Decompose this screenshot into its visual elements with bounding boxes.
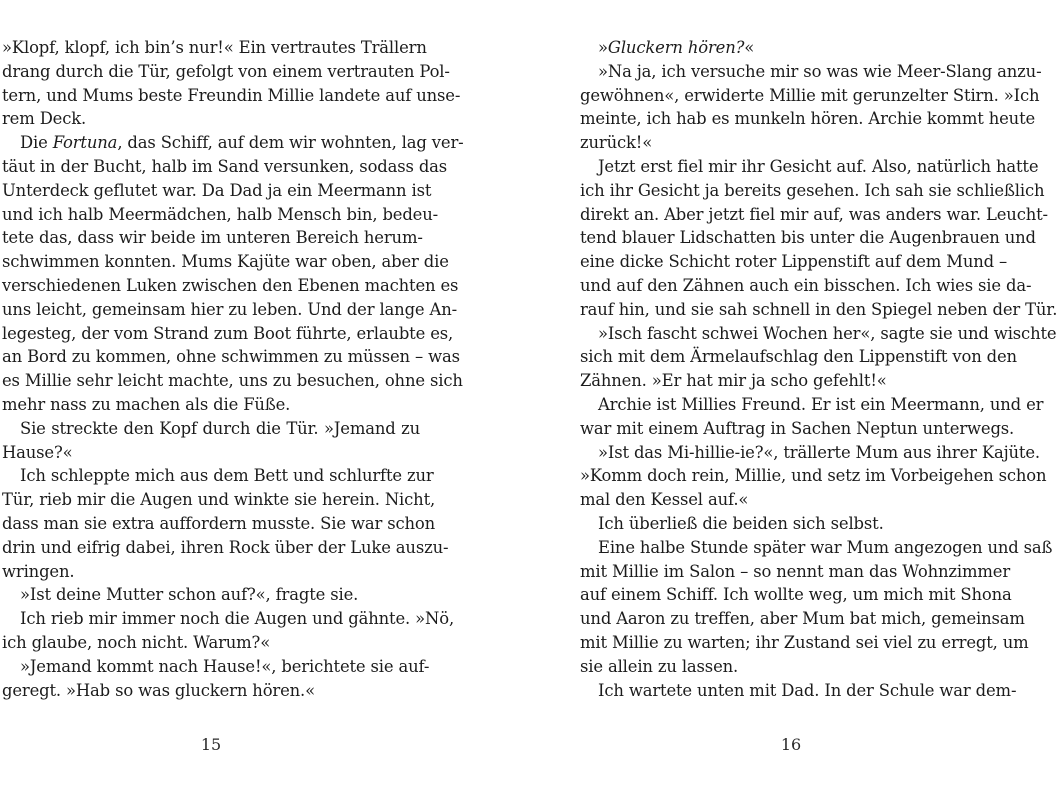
text-line: ich ihr Gesicht ja bereits gesehen. Ich sah sie schließlich [580,180,1045,200]
text-line: »Ist das Mi-hillie-ie?«, trällerte Mum aus ihrer Kajüte. [598,442,1040,462]
text-line: »Jemand kommt nach Hause!«, berichtete sie auf- [20,656,430,676]
text-line: rem Deck. [2,109,87,129]
text-line: geregt. »Hab so was gluckern hören.« [2,680,315,700]
text-line: gewöhnen«, erwiderte Millie mit gerunzelter Stirn. »Ich [580,85,1040,105]
text-line: sie allein zu lassen. [580,656,739,676]
text-line: Sie streckte den Kopf durch die Tür. »Jemand zu [20,418,420,438]
text-line: Hause?« [2,442,73,462]
text-line: tete das, dass wir beide im unteren Bereich herum- [2,228,423,248]
text-line: »Na ja, ich versuche mir so was wie Meer-Slang anzu- [598,61,1042,81]
text-line: war mit einem Auftrag in Sachen Neptun unterwegs. [580,418,1015,438]
text-line: legesteg, der vom Strand zum Boot führte, erlaubte es, [2,323,454,343]
text-line: es Millie sehr leicht machte, uns zu besuchen, ohne sich [2,371,463,391]
text-line: und Aaron zu treffen, aber Mum bat mich, gemeinsam [580,609,1025,629]
text-line: und ich halb Meermädchen, halb Mensch bin, bedeu- [2,204,439,224]
text-line: meinte, ich hab es munkeln hören. Archie kommt heute [580,109,1036,129]
text-line: dass man sie extra auffordern musste. Sie war schon [2,513,436,533]
text-line: Ich rieb mir immer noch die Augen und gähnte. »Nö, [20,609,455,629]
text-line: sich mit dem Ärmelaufschlag den Lippenstift von den [580,347,1017,367]
text-line: auf einem Schiff. Ich wollte weg, um mich mit Shona [580,585,1012,605]
text-line: Unterdeck geflutet war. Da Dad ja ein Meermann ist [2,180,432,200]
text-line: Eine halbe Stunde später war Mum angezogen und saß [598,537,1053,557]
text-line: Archie ist Millies Freund. Er ist ein Meermann, und er [598,394,1044,414]
text-line: mal den Kessel auf.« [580,490,749,510]
text-line: rauf hin, und sie sah schnell in den Spiegel neben der Tür. [580,299,1057,319]
text-line: mit Millie zu warten; ihr Zustand sei viel zu erregt, um [580,632,1029,652]
right-page-number: 16 [780,735,802,754]
left-page-text [2,36,464,702]
text-line: Jetzt erst fiel mir ihr Gesicht auf. Also, natürlich hatte [598,156,1039,176]
text-line: »Komm doch rein, Millie, und setz im Vorbeigehen schon [580,466,1047,486]
text-line: Tür, rieb mir die Augen und winkte sie herein. Nicht, [2,490,436,510]
left-page-number: 15 [200,735,222,754]
text-line: ich glaube, noch nicht. Warum?« [2,632,271,652]
right-page [580,36,1057,702]
text-line: uns leicht, gemeinsam hier zu leben. Und der lange An- [2,299,457,319]
text-line: Ich überließ die beiden sich selbst. [598,513,884,533]
text-line: Zähnen. »Er hat mir ja scho gefehlt!« [580,371,887,391]
left-page [2,36,464,702]
text-line: mit Millie im Salon – so nennt man das Wohnzimmer [580,561,1011,581]
text-line: drang durch die Tür, gefolgt von einem vertrauten Pol- [2,61,450,81]
text-line: und auf den Zähnen auch ein bisschen. Ich wies sie da- [580,275,1032,295]
text-line: tern, und Mums beste Freundin Millie landete auf unse- [2,85,461,105]
text-line: »Isch fascht schwei Wochen her«, sagte sie und wischte [598,323,1057,343]
text-line: zurück!« [580,133,653,153]
text-line: tend blauer Lidschatten bis unter die Augenbrauen und [580,228,1036,248]
right-page-text [580,36,1057,702]
text-line: Die Fortuna, das Schiff, auf dem wir wohnten, lag ver- [20,133,464,153]
text-line: an Bord zu kommen, ohne schwimmen zu müssen – was [2,347,460,367]
text-line: drin und eifrig dabei, ihren Rock über der Luke auszu- [2,537,449,557]
text-line: »Ist deine Mutter schon auf?«, fragte sie. [20,585,359,605]
text-line: schwimmen konnten. Mums Kajüte war oben, aber die [2,252,449,272]
text-line: direkt an. Aber jetzt fiel mir auf, was anders war. Leucht- [580,204,1048,224]
text-line: wringen. [2,561,75,581]
text-line: Ich schleppte mich aus dem Bett und schlurfte zur [20,466,434,486]
text-line: mehr nass zu machen als die Füße. [2,394,291,414]
text-line: Ich wartete unten mit Dad. In der Schule war dem- [598,680,1017,700]
text-line: »Gluckern hören?« [598,38,755,57]
text-line: verschiedenen Luken zwischen den Ebenen machten es [2,275,459,295]
text-line: »Klopf, klopf, ich bin’s nur!« Ein vertrautes Trällern [2,38,427,57]
text-line: eine dicke Schicht roter Lippenstift auf dem Mund – [580,252,1008,272]
text-line: täut in der Bucht, halb im Sand versunken, sodass das [2,156,448,176]
